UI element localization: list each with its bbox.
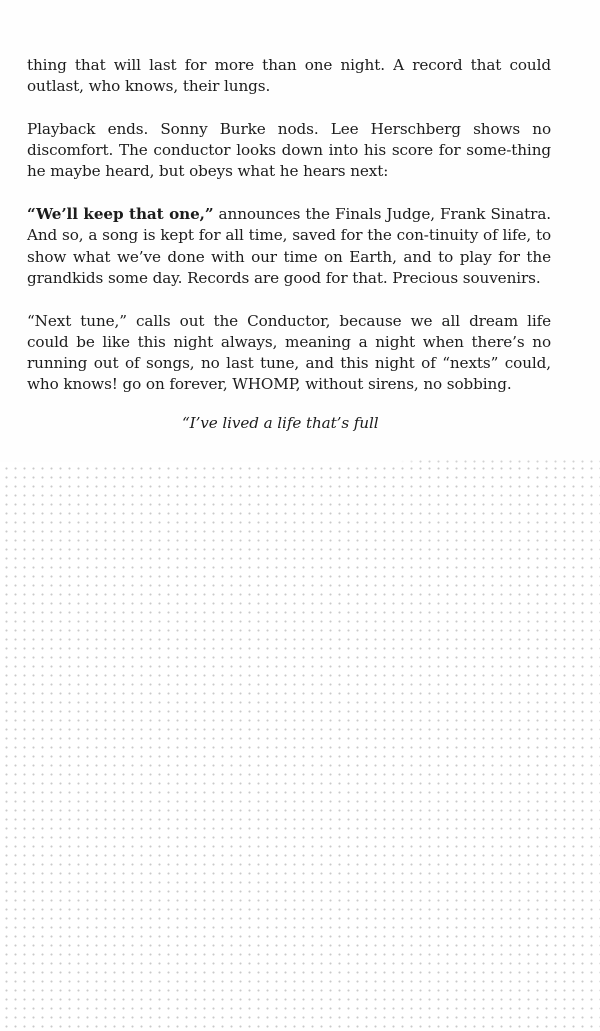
paragraph-2 xyxy=(27,119,551,183)
paragraph-1 xyxy=(27,55,551,98)
paragraph-1-text: thing that will last for more than one night. A record that could outlast, who knows, their lungs. xyxy=(27,56,551,96)
dotted-background-edge xyxy=(0,455,600,465)
lyric-line: “I’ve lived a life that’s full xyxy=(182,413,379,432)
paragraph-3 xyxy=(27,204,551,289)
paragraph-2-text: Playback ends. Sonny Burke nods. Lee Herschberg shows no discomfort. The conductor looks down into his score for some-thing he maybe heard, but obeys what he hears next: xyxy=(27,119,551,181)
paragraph-4 xyxy=(27,311,551,396)
dotted-background xyxy=(0,462,600,1031)
body-text xyxy=(27,55,551,434)
paragraph-4-text: “Next tune,” calls out the Conductor, because we all dream life could be like this night always, meaning a night when there’s no running out of songs, no last tune, and this night of “nexts” could, who knows! go on forever, WHOMP, without sirens, no sobbing. xyxy=(27,311,551,394)
paragraph-3-text: announces the Finals Judge, Frank Sinatra. And so, a song is kept for all time, saved for the con-tinuity of life, to show what we’ve done with our time on Earth, and to play for the grandkids some day. Records are good for that. Precious souvenirs. xyxy=(27,205,551,287)
paragraph-3-lead-quote: “We’ll keep that one,” xyxy=(27,205,214,224)
